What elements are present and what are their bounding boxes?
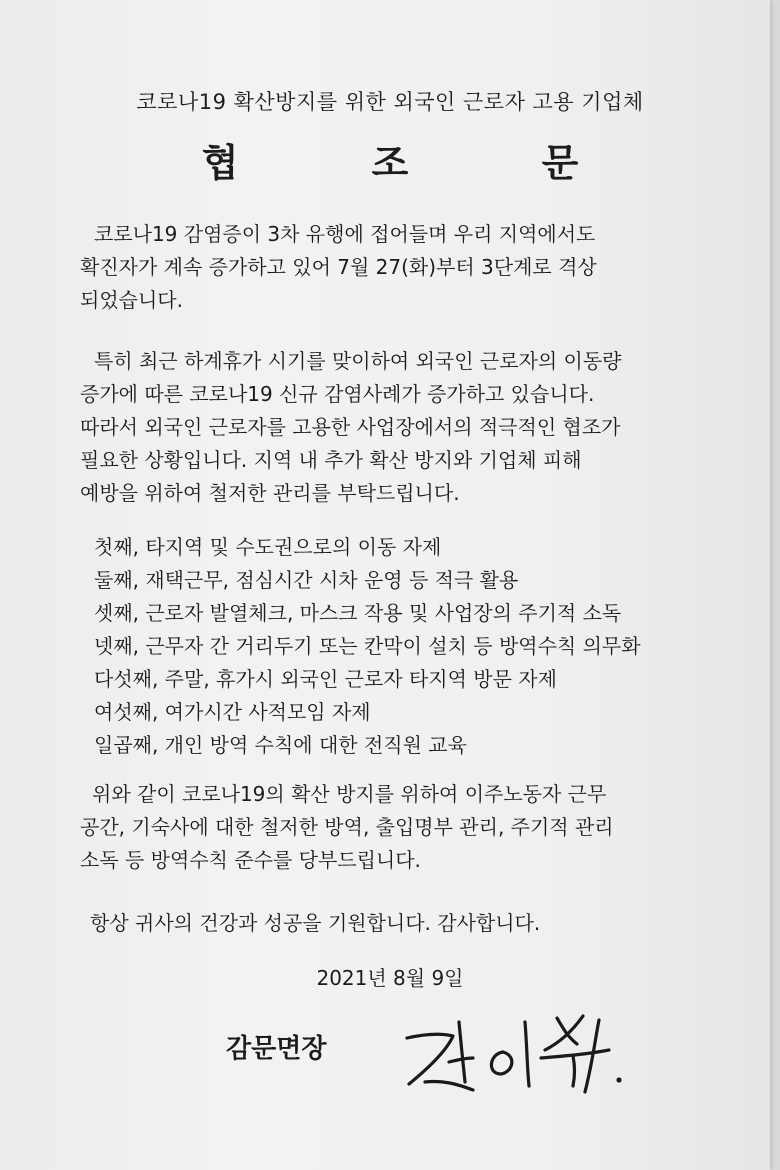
list-item: 넷째, 근무자 간 거리두기 또는 칸막이 설치 등 방역수칙 의무화 — [94, 634, 641, 658]
list-item: 둘째, 재택근무, 점심시간 시차 운영 등 적극 활용 — [94, 568, 519, 592]
signer-title: 감문면장 — [226, 1034, 327, 1064]
paragraph-closing — [80, 907, 720, 940]
paragraph-line: 필요한 상황입니다. 지역 내 추가 확산 방지와 기업체 피해 — [80, 448, 582, 472]
paragraph-request — [80, 345, 720, 510]
paragraph-compliance — [80, 778, 720, 877]
paragraph-line: 되었습니다. — [80, 288, 183, 312]
paragraph-line: 코로나19 감염증이 3차 유행에 접어들며 우리 지역에서도 — [94, 222, 596, 246]
document-subtitle: 코로나19 확산방지를 위한 외국인 근로자 고용 기업체 — [136, 90, 644, 114]
paragraph-line: 소독 등 방역수칙 준수를 당부드립니다. — [80, 848, 421, 872]
paragraph-line: 공간, 기숙사에 대한 철저한 방역, 출입명부 관리, 주기적 관리 — [80, 815, 614, 839]
list-item: 첫째, 타지역 및 수도권으로의 이동 자제 — [94, 535, 442, 559]
paragraph-line: 예방을 위하여 철저한 관리를 부탁드립니다. — [80, 481, 460, 505]
measures-list — [94, 531, 641, 762]
list-item: 일곱째, 개인 방역 수칙에 대한 전직원 교육 — [94, 733, 467, 757]
paragraph-line: 증가에 따른 코로나19 신규 감염사례가 증가하고 있습니다. — [80, 382, 595, 406]
paragraph-line: 확진자가 계속 증가하고 있어 7월 27(화)부터 3단계로 격상 — [80, 255, 597, 279]
list-item: 다섯째, 주말, 휴가시 외국인 근로자 타지역 방문 자제 — [94, 667, 557, 691]
signature-dot — [616, 1077, 621, 1082]
handwritten-signature — [395, 1000, 635, 1100]
paragraph-intro — [80, 218, 720, 317]
document-title: 협 조 문 — [201, 141, 639, 185]
document-date: 2021년 8월 9일 — [316, 966, 464, 990]
paragraph-line: 따라서 외국인 근로자를 고용한 사업장에서의 적극적인 협조가 — [80, 415, 621, 439]
closing-line: 항상 귀사의 건강과 성공을 기원합니다. 감사합니다. — [90, 911, 541, 935]
list-item: 여섯째, 여가시간 사적모임 자제 — [94, 700, 371, 724]
paragraph-line: 위와 같이 코로나19의 확산 방지를 위하여 이주노동자 근무 — [92, 782, 607, 806]
paragraph-line: 특히 최근 하계휴가 시기를 맞이하여 외국인 근로자의 이동량 — [94, 349, 622, 373]
list-item: 셋째, 근로자 발열체크, 마스크 작용 및 사업장의 주기적 소독 — [94, 601, 622, 625]
